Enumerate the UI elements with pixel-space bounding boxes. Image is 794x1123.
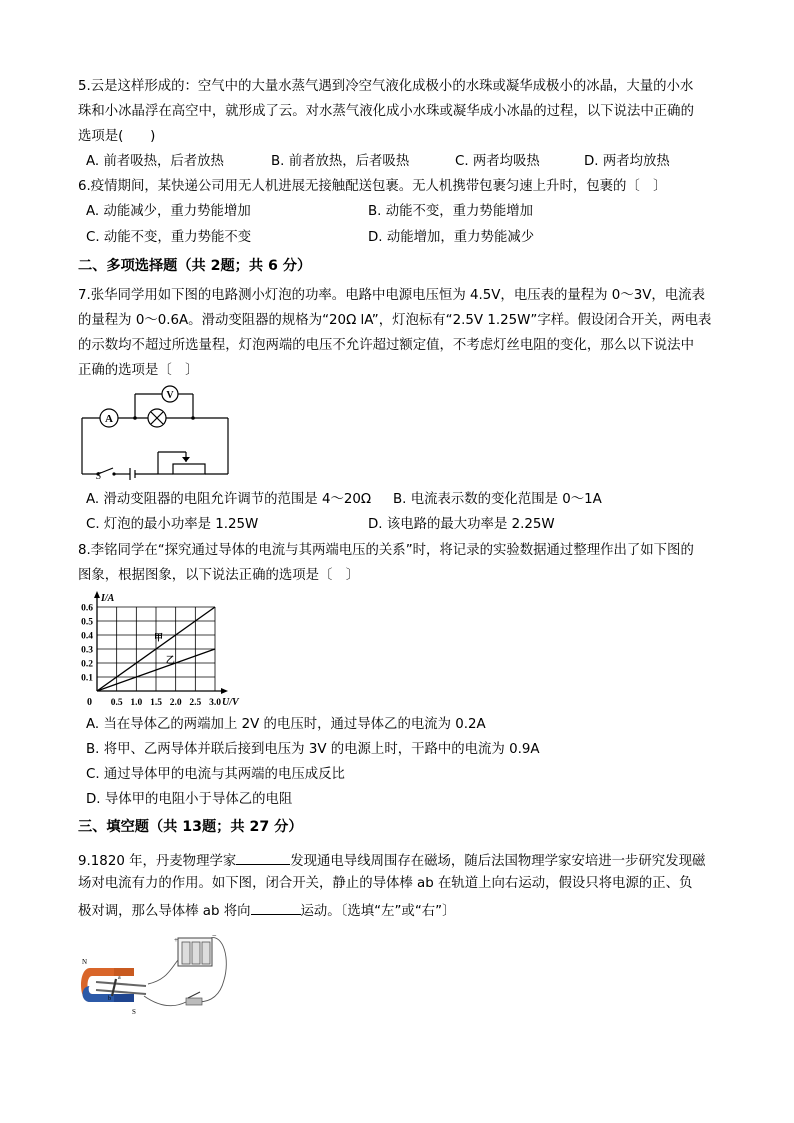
x-tick-label: 2.5 xyxy=(189,698,202,708)
q8-option-d[interactable]: D. 导体甲的电阻小于导体乙的电阻 xyxy=(86,792,293,807)
q7-option-d[interactable]: D. 该电路的最大功率是 2.25W xyxy=(368,517,555,532)
magnet-n-label: N xyxy=(82,958,88,966)
q9-blank-direction[interactable] xyxy=(251,900,301,915)
q5-line-1: 5.云是这样形成的：空气中的大量水蒸气遇到冷空气液化成极小的水珠或凝华成极小的冰晶，大量的小水 xyxy=(78,79,694,94)
q7-option-a[interactable]: A. 滑动变阻器的电阻允许调节的范围是 4～20Ω xyxy=(86,492,372,507)
y-tick-label: 0.2 xyxy=(81,659,93,670)
ammeter-label: A xyxy=(105,413,113,425)
q5-option-a[interactable]: A. 前者吸热，后者放热 xyxy=(86,154,224,169)
q7-circuit-diagram xyxy=(78,384,233,480)
y-axis-label: I/A xyxy=(101,593,115,604)
q8-option-c[interactable]: C. 通过导体甲的电流与其两端的电压成反比 xyxy=(86,767,345,782)
y-tick-label: 0.6 xyxy=(81,603,93,614)
section-heading-multiple-choice: 二、多项选择题（共 2题；共 6 分） xyxy=(78,258,312,274)
plus-label: + xyxy=(174,936,178,944)
q9-line-1 xyxy=(78,850,705,871)
q9-line-1-start: 9.1820 年，丹麦物理学家 xyxy=(78,854,237,869)
q7-option-b[interactable]: B. 电流表示数的变化范围是 0～1A xyxy=(393,492,602,507)
q9-line-2: 场对电流有力的作用。如下图，闭合开关，静止的导体棒 ab 在轨道上向右运动，假设只将电源的正、负 xyxy=(78,876,693,891)
q7-line-3: 的示数均不超过所选量程，灯泡两端的电压不允许超过额定值，不考虑灯丝电阻的变化，那么以下说法中 xyxy=(78,338,694,353)
q6-line-1: 6.疫情期间，某快递公司用无人机进展无接触配送包裹。无人机携带包裹匀速上升时，包裹的〔 〕 xyxy=(78,179,667,194)
q6-option-d[interactable]: D. 动能增加，重力势能减少 xyxy=(368,230,535,245)
x-tick-label: 0.5 xyxy=(110,698,123,708)
series-label-yi: 乙 xyxy=(165,655,175,665)
q5-line-2: 珠和小冰晶浮在高空中，就形成了云。对水蒸气液化成小水珠或凝华成小冰晶的过程，以下说法中正确的 xyxy=(78,104,694,119)
y-tick-label: 0.4 xyxy=(81,631,93,642)
q8-iv-graph xyxy=(74,588,254,710)
section-heading-fill-blank: 三、填空题（共 13题；共 27 分） xyxy=(78,819,303,835)
y-tick-label: 0.1 xyxy=(81,673,93,684)
voltmeter-label: V xyxy=(166,390,174,401)
y-tick-label: 0.3 xyxy=(81,645,93,656)
q8-line-2: 图象，根据图象，以下说法正确的选项是〔 〕 xyxy=(78,568,360,583)
x-tick-label: 1.5 xyxy=(150,698,162,708)
q6-option-c[interactable]: C. 动能不变，重力势能不变 xyxy=(86,230,252,245)
q7-line-1: 7.张华同学用如下图的电路测小灯泡的功率。电路中电源电压恒为 4.5V，电压表的量程为 0～3V，电流表 xyxy=(78,288,705,303)
x-tick-label: 3.0 xyxy=(209,698,221,708)
q7-line-4: 正确的选项是〔 〕 xyxy=(78,363,199,378)
series-label-jia: 甲 xyxy=(154,632,164,643)
switch-label: S xyxy=(96,471,101,480)
q5-option-b[interactable]: B. 前者放热，后者吸热 xyxy=(271,154,410,169)
q6-option-a[interactable]: A. 动能减少，重力势能增加 xyxy=(86,204,251,219)
q5-option-c[interactable]: C. 两者均吸热 xyxy=(455,154,540,169)
y-tick-label: 0.5 xyxy=(81,617,93,628)
origin-label: 0 xyxy=(87,697,92,708)
magnet-s-label: S xyxy=(132,1008,136,1016)
x-axis-label: U/V xyxy=(222,697,239,708)
rod-end-a-label: a xyxy=(118,975,121,981)
minus-label: − xyxy=(212,931,217,940)
q8-option-a[interactable]: A. 当在导体乙的两端加上 2V 的电压时，通过导体乙的电流为 0.2A xyxy=(86,717,486,732)
q9-line-1-end: 发现通电导线周围存在磁场，随后法国物理学家安培进一步研究发现磁 xyxy=(290,854,706,869)
q5-option-d[interactable]: D. 两者均放热 xyxy=(584,154,670,169)
q9-magnet-rail-diagram xyxy=(74,930,234,1020)
q9-line-3 xyxy=(78,900,455,921)
q9-blank-scientist[interactable] xyxy=(236,850,290,865)
q6-option-b[interactable]: B. 动能不变，重力势能增加 xyxy=(368,204,533,219)
q8-line-1: 8.李铭同学在“探究通过导体的电流与其两端电压的关系”时，将记录的实验数据通过整理作出了如下图的 xyxy=(78,543,694,558)
q9-line-3-start: 极对调，那么导体棒 ab 将向 xyxy=(78,904,251,919)
q7-option-c[interactable]: C. 灯泡的最小功率是 1.25W xyxy=(86,517,259,532)
x-tick-label: 1.0 xyxy=(130,698,143,708)
q7-line-2: 的量程为 0～0.6A。滑动变阻器的规格为“20Ω lA”，灯泡标有“2.5V 1.25W”字样。假设闭合开关，两电表 xyxy=(78,313,712,328)
q8-option-b[interactable]: B. 将甲、乙两导体并联后接到电压为 3V 的电源上时，干路中的电流为 0.9A xyxy=(86,742,540,757)
x-tick-label: 2.0 xyxy=(169,698,182,708)
rod-end-b-label: b xyxy=(108,996,111,1002)
q5-line-3: 选项是( ) xyxy=(78,129,156,144)
q9-line-3-end: 运动。〔选填“左”或“右”〕 xyxy=(300,904,456,919)
